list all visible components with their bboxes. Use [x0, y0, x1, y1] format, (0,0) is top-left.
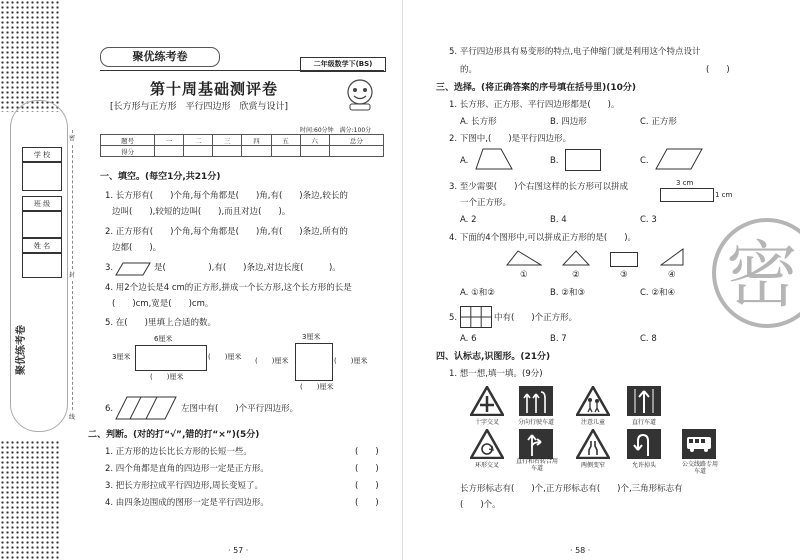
sign-lanes-icon: [519, 386, 553, 416]
score-cell[interactable]: [329, 146, 383, 157]
q5-rect-left-label: 3厘米: [112, 353, 131, 361]
score-cell-header: 一: [155, 135, 184, 146]
sign-narrow-icon: [576, 429, 610, 459]
s3-q4-opt-c[interactable]: C. ②和④: [640, 288, 676, 298]
s3-q4-shape-2: [562, 250, 590, 270]
q5-square-right-label: ( )厘米: [334, 357, 368, 365]
s3-q5-number: 5.: [449, 313, 458, 323]
s3-q2-opt-a[interactable]: A.: [460, 156, 469, 166]
seal-char: 密: [726, 233, 799, 317]
name-label: 姓 名: [22, 238, 62, 254]
grade-badge: 二年级数学下(BS): [300, 57, 386, 72]
sign-caption-2: 分向行驶车道: [517, 419, 554, 426]
score-cell-header: 二: [184, 135, 213, 146]
section-4-heading: 四、认标志,识图形。(21分): [436, 352, 551, 362]
judge-paren-3[interactable]: ( ): [355, 481, 379, 491]
binding-char-1: 密: [69, 135, 76, 142]
r-q5-paren[interactable]: ( ): [706, 65, 730, 75]
score-cell[interactable]: [155, 146, 184, 157]
s3-q3-line-a: 3. 至少需要( )个右图这样的长方形可以拼成: [449, 182, 628, 192]
sign-caption-3: 注意儿童: [580, 419, 605, 426]
s3-q5-opt-b[interactable]: B. 7: [550, 334, 567, 344]
s3-q4-shape-4: [660, 248, 684, 270]
s3-q2-opt-c[interactable]: C.: [640, 156, 649, 166]
judge-paren-4[interactable]: ( ): [355, 498, 379, 508]
binding-char-2: 封: [69, 272, 76, 279]
q2-line-b: 边都( )。: [112, 243, 162, 253]
s4-q1: 1. 想一想,填一填。(9分): [449, 369, 543, 379]
s3-q3-opt-c[interactable]: C. 3: [640, 215, 657, 225]
s3-q1-opt-b[interactable]: B. 四边形: [550, 117, 587, 127]
q5-square-bottom-label: ( )厘米: [300, 383, 334, 391]
section-3-heading: 三、选择。(将正确答案的序号填在括号里)(10分): [436, 83, 636, 93]
judge-item-2: 2. 四个角都是直角的四边形一定是正方形。: [105, 464, 269, 474]
s3-q1-opt-c[interactable]: C. 正方形: [640, 117, 677, 127]
name-field[interactable]: [22, 252, 62, 278]
s3-q3-opt-a[interactable]: A. 2: [460, 215, 477, 225]
sign-uturn-icon: [627, 429, 661, 459]
score-cell[interactable]: [300, 146, 329, 157]
seal-stamp: [712, 218, 800, 328]
score-cell[interactable]: [242, 146, 271, 157]
s4-fill-line-b: ( )个。: [460, 500, 501, 510]
judge-item-3: 3. 把长方形拉成平行四边形,周长变短了。: [105, 481, 264, 491]
score-cell-header: 总分: [329, 135, 383, 146]
q5-square-top-label: 3厘米: [302, 333, 321, 341]
score-cell-header: 四: [242, 135, 271, 146]
score-cell-header: 六: [300, 135, 329, 146]
q5-rect-top-label: 6厘米: [154, 335, 173, 343]
sign-caption-8: 允许掉头: [631, 462, 656, 469]
sign-caption-9: 公交线路专用车道: [681, 461, 718, 475]
s3-q3-opt-b[interactable]: B. 4: [550, 215, 567, 225]
s3-q4-opt-a[interactable]: A. ①和②: [460, 288, 495, 298]
s3-q2-trapezoid: [475, 148, 513, 174]
score-cell[interactable]: [184, 146, 213, 157]
page-number-left: · 57 ·: [228, 546, 249, 555]
sign-caption-4: 直行车道: [631, 419, 656, 426]
judge-item-4: 4. 由四条边围成的图形一定是平行四边形。: [105, 498, 269, 508]
s3-q2-parallelogram: [655, 148, 703, 174]
mascot: [340, 76, 380, 112]
s3-q4-shape-1: [506, 250, 542, 270]
score-cell-label: 得分: [101, 146, 155, 157]
q4-line-b: ( )cm,宽是( )cm。: [112, 299, 214, 309]
s3-q1-opt-a[interactable]: A. 长方形: [460, 117, 497, 127]
score-cell-header: 三: [213, 135, 242, 146]
score-table: [100, 134, 384, 157]
judge-paren-1[interactable]: ( ): [355, 447, 379, 457]
class-field[interactable]: [22, 210, 62, 238]
q5-rect-right-label: ( )厘米: [208, 353, 242, 361]
s3-q3-line-b: 一个正方形。: [460, 198, 512, 208]
q6-parallelograms-figure: [115, 396, 177, 424]
s3-q5-opt-c[interactable]: C. 8: [640, 334, 657, 344]
q1-line-b: 边叫( ),较短的边叫( ),而且对边( )。: [112, 207, 291, 217]
page-subtitle: [长方形与正方形 平行四边形 欣赏与设计]: [110, 102, 289, 112]
s3-q5-text: 中有( )个正方形。: [494, 313, 578, 323]
left-dot-border: [0, 0, 60, 112]
s3-q4-opt-b[interactable]: B. ②和③: [550, 288, 585, 298]
sign-caption-6: 直行和右转合用车道: [515, 458, 558, 472]
s3-q4-label-4: ④: [668, 270, 676, 280]
s3-q2: 2. 下图中,( )是平行四边形。: [449, 134, 572, 144]
sign-bus-icon: [682, 429, 716, 459]
left-dot-border-bottom: [0, 440, 60, 560]
s3-q4-shape-3: [610, 252, 638, 267]
q5-text: 5. 在( )里填上合适的数。: [105, 318, 216, 328]
q2-line-a: 2. 正方形有( )个角,每个角都是( )角,有( )条边,所有的: [105, 227, 348, 237]
score-cell[interactable]: [271, 146, 300, 157]
q5-rectangle: [135, 345, 207, 371]
q3-number: 3.: [105, 263, 114, 273]
class-label: 班 级: [22, 196, 62, 212]
judge-paren-2[interactable]: ( ): [355, 464, 379, 474]
s3-q2-rectangle: [565, 149, 601, 171]
sign-caption-1: 十字交叉: [474, 419, 499, 426]
sign-crossroad-icon: [470, 386, 504, 416]
sign-roundabout-icon: [470, 429, 504, 459]
section-2-heading: 二、判断。(对的打“√”,错的打“×”)(5分): [88, 430, 260, 440]
section-1-heading: 一、填空。(每空1分,共21分): [100, 172, 221, 182]
s3-q3-fig-right: 1 cm: [715, 191, 733, 199]
s3-q5-opt-a[interactable]: A. 6: [460, 334, 477, 344]
sign-children-icon: [576, 386, 610, 416]
sign-straight-right-icon: [519, 429, 553, 459]
q5-rect-bottom-label: ( )厘米: [150, 373, 184, 381]
q6-text: 左图中有( )个平行四边形。: [181, 404, 299, 414]
s3-q4: 4. 下面的4个图形中,可以拼成正方形的是( )。: [449, 233, 637, 243]
r-q5-line-b: 的。: [460, 65, 478, 75]
sign-caption-7: 两侧变窄: [580, 462, 605, 469]
binding-char-3: 线: [69, 414, 76, 421]
q5-square-left-label: ( )厘米: [255, 357, 289, 365]
q3-text: 是( ),有( )条边,对边长度( )。: [154, 263, 341, 273]
time-score-info: 时间:60分钟 满分:100分: [300, 127, 372, 134]
page-number-right: · 58 ·: [570, 546, 591, 555]
score-cell-header: 题号: [101, 135, 155, 146]
score-cell[interactable]: [213, 146, 242, 157]
sign-straight-icon: [627, 386, 661, 416]
r-q5-line-a: 5. 平行四边形具有易变形的特点,电子伸缩门就是利用这个特点设计: [449, 47, 701, 57]
school-label: 学 校: [22, 147, 62, 163]
s3-q1: 1. 长方形、正方形、平行四边形都是( )。: [449, 100, 620, 110]
page-title: 第十周基础测评卷: [150, 80, 279, 98]
judge-item-1: 1. 正方形的边长比长方形的长短一些。: [105, 447, 252, 457]
s3-q2-opt-b[interactable]: B.: [550, 156, 559, 166]
q3-parallelogram-icon: [115, 261, 151, 280]
page-fold: [402, 0, 403, 560]
q6-number: 6.: [105, 404, 114, 414]
score-cell-header: 五: [271, 135, 300, 146]
q1-line-a: 1. 长方形有( )个角,每个角都是( )角,有( )条边,较长的: [105, 191, 348, 201]
sidebar-brand: 聚优练考卷: [16, 325, 27, 375]
s3-q4-label-3: ③: [620, 270, 628, 280]
s3-q3-fig-top: 3 cm: [676, 179, 694, 187]
school-field[interactable]: [22, 161, 62, 191]
s3-q5-grid: [460, 306, 492, 332]
header-brand: 聚优练考卷: [100, 47, 220, 67]
sign-caption-5: 环形交叉: [474, 462, 499, 469]
q4-line-a: 4. 用2个边长是4 cm的正方形,拼成一个长方形,这个长方形的长是: [105, 283, 352, 293]
s3-q4-label-2: ②: [572, 270, 580, 280]
header-rule: [100, 70, 384, 71]
s3-q4-label-1: ①: [520, 270, 528, 280]
s3-q3-fig-rect: [660, 188, 714, 202]
q5-square: [295, 343, 333, 381]
s4-fill-line-a: 长方形标志有( )个,正方形标志有( )个,三角形标志有: [460, 484, 683, 494]
